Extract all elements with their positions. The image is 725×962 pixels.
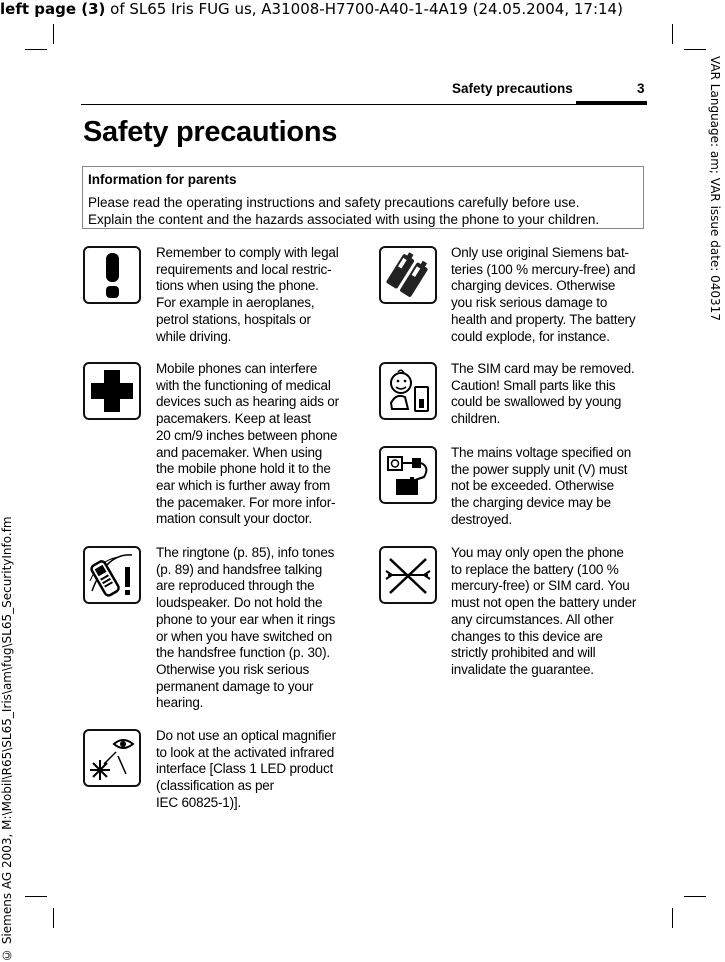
header-rule-accent [576, 101, 647, 104]
crop-mark [684, 49, 706, 50]
batteries-icon [379, 246, 437, 304]
page-number: 3 [637, 81, 645, 96]
info-box-text: Please read the operating instructions and safety precautions carefully before use. Explain the content and the hazards associated with using the phone to your children. [88, 195, 600, 227]
parents-info-box [82, 166, 644, 229]
info-box-title: Information for parents [88, 172, 237, 187]
crop-mark [53, 908, 54, 928]
no-tools-icon [379, 546, 437, 604]
item-text-sim-card: The SIM card may be removed. Caution! Small parts like this could be swallowed by young children. [451, 361, 635, 427]
header-rule [81, 104, 647, 105]
file-info-line [0, 0, 623, 18]
page-title: Safety precautions [83, 116, 338, 148]
medical-cross-icon [83, 362, 141, 420]
item-text-ringtone: The ringtone (p. 85), info tones (p. 89) and handsfree talking are reproduced through the loudspeaker. Do not hold the phone to your ear when it rings or when you have switched on the handsfree function (p. 30). Otherwise you risk serious permanent damage to your hearing. [156, 545, 336, 711]
file-info-details: of SL65 Iris FUG us, A31008-H7700-A40-1-4A19 (24.05.2004, 17:14) [105, 0, 623, 18]
item-text-medical: Mobile phones can interfere with the functioning of medical devices such as hearing aids or pacemakers. Keep at least 20 cm/9 inches between phone and pacemaker. When using the mobile phone hold it to the ear which is further away from the pacemaker. For more infor- mation consult your doctor. [156, 361, 339, 527]
power-supply-icon [379, 446, 437, 504]
crop-mark [672, 908, 673, 928]
crop-mark [53, 24, 54, 44]
item-text-legal: Remember to comply with legal requirements and local restric- tions when using the phone. For example in aeroplanes, petrol stations, hospitals or while driving. [156, 245, 339, 344]
eye-laser-icon [83, 729, 141, 787]
item-text-power-supply: The mains voltage specified on the power supply unit (V) must not be exceeded. Otherwise the charging device may be destroyed. [451, 445, 632, 527]
item-text-opening: You may only open the phone to replace the battery (100 % mercury-free) or SIM card. You must not open the battery under any circumstances. All other changes to this device are strictly prohibited and will invalidate the guarantee. [451, 545, 637, 677]
item-text-infrared: Do not use an optical magnifier to look at the activated infrared interface [Class 1 LED product (classification as per IEC 60825-1)]. [156, 728, 336, 810]
var-language-note: VAR Language: am; VAR issue date: 040317 [708, 56, 722, 321]
exclamation-icon [83, 246, 141, 304]
crop-mark [684, 896, 706, 897]
crop-mark [672, 24, 673, 44]
copyright-path-note: © Siemens AG 2003, M:\Mobil\R65\SL65_Iris\am\fug\SL65_SecurityInfo.fm [0, 516, 14, 962]
crop-mark [25, 49, 47, 50]
file-info-prefix: left page (3) [0, 0, 106, 18]
crop-mark [25, 896, 47, 897]
child-sim-card-icon [379, 362, 437, 420]
running-title: Safety precautions [452, 81, 573, 96]
item-text-batteries: Only use original Siemens bat- teries (100 % mercury-free) and charging devices. Otherwise you risk serious damage to health and property. The battery could explode, for instance. [451, 245, 636, 344]
loud-phone-icon [83, 546, 141, 604]
